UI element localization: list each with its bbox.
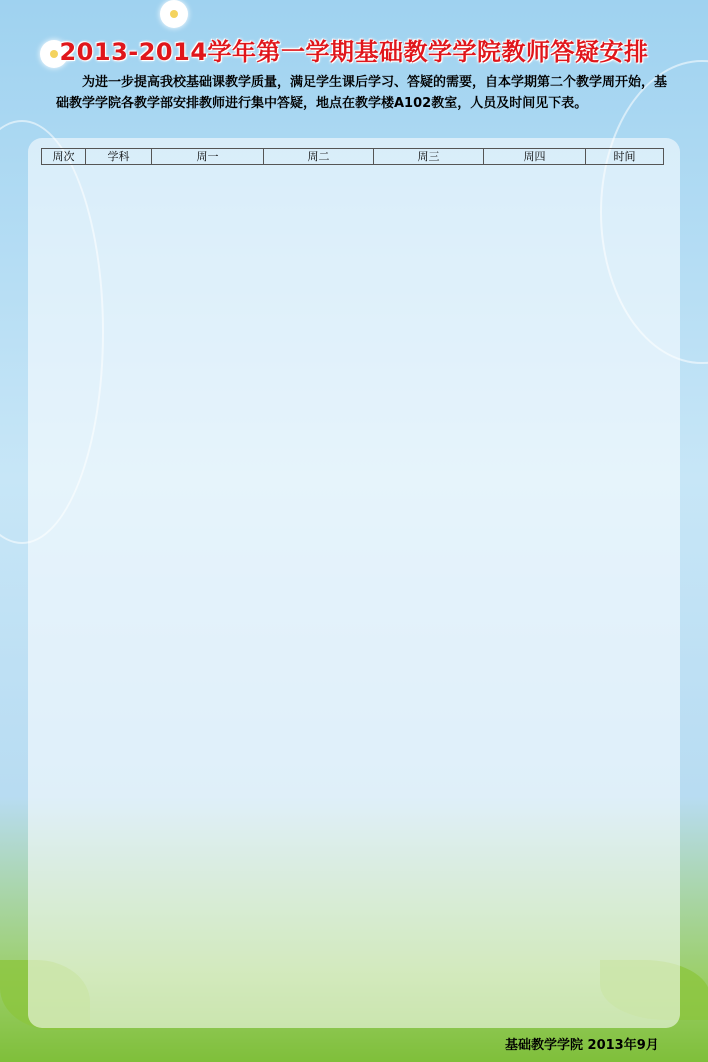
intro-paragraph: 为进一步提高我校基础课教学质量，满足学生课后学习、答疑的需要，自本学期第二个教学周开始，基础教学学院各教学部安排教师进行集中答疑，地点在教学楼A102教室，人员及时间见下表。 bbox=[56, 75, 668, 111]
decor-flower bbox=[160, 0, 188, 28]
header-week: 周次 bbox=[42, 149, 86, 165]
table-panel bbox=[28, 138, 680, 1028]
header-subject: 学科 bbox=[86, 149, 152, 165]
header-row bbox=[42, 149, 664, 165]
header-wed: 周三 bbox=[374, 149, 484, 165]
header-tue: 周二 bbox=[264, 149, 374, 165]
header-mon: 周一 bbox=[152, 149, 264, 165]
schedule-table bbox=[41, 148, 664, 165]
page-title: 2013-2014学年第一学期基础教学学院教师答疑安排 bbox=[59, 38, 649, 66]
footer: 基础教学学院 2013年9月 bbox=[505, 1038, 659, 1053]
header-thu: 周四 bbox=[484, 149, 586, 165]
header-time: 时间 bbox=[586, 149, 664, 165]
